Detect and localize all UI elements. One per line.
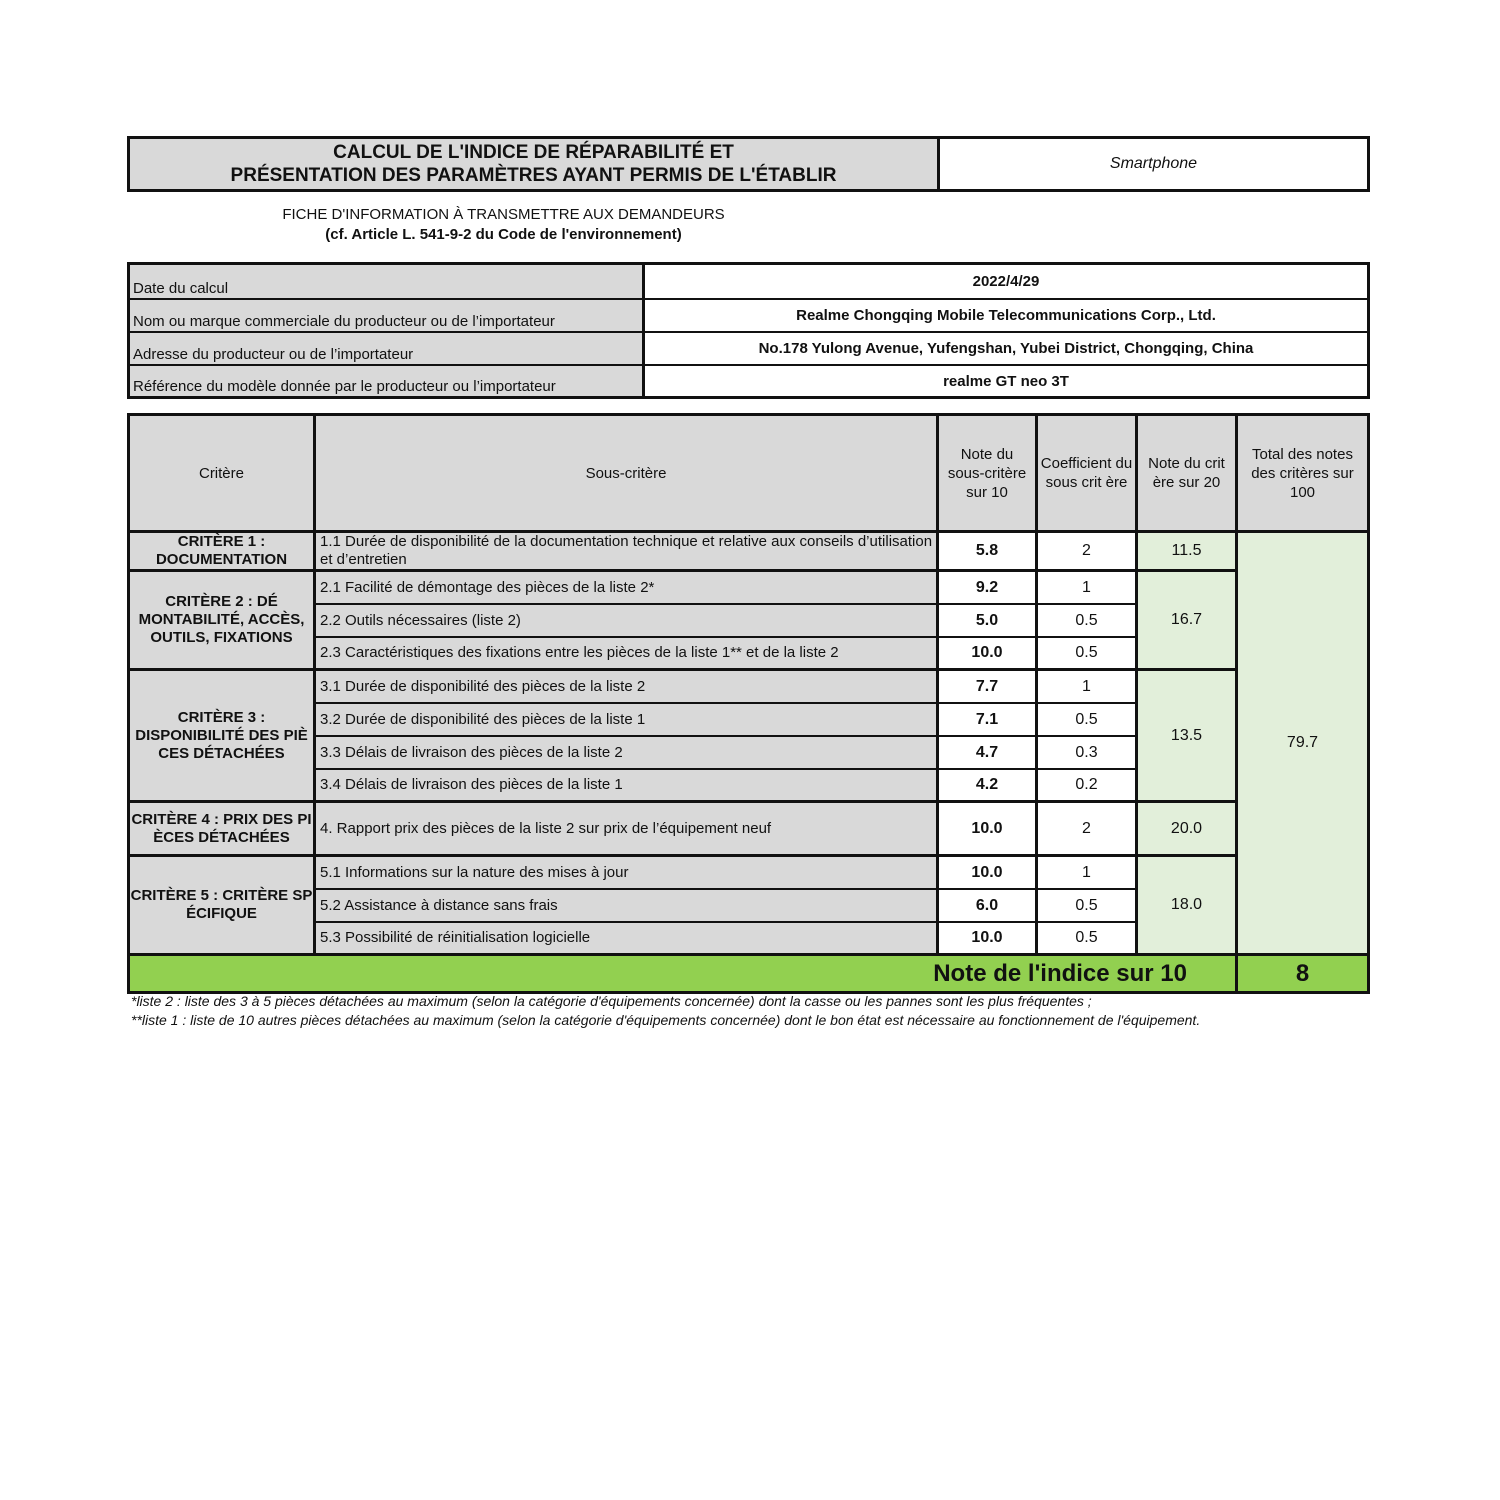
grid-line bbox=[316, 921, 1135, 923]
grid-line bbox=[936, 416, 939, 956]
score-2-1: 9.2 bbox=[975, 578, 999, 596]
grid-line bbox=[130, 569, 1235, 572]
coef-1-1: 2 bbox=[1082, 542, 1091, 559]
column-header-note-critere: Note du crit ère sur 20 bbox=[1138, 416, 1235, 530]
grid-line bbox=[316, 735, 1135, 737]
coef-5-1: 1 bbox=[1082, 863, 1091, 881]
grid-line bbox=[130, 530, 1367, 533]
coef-3-2: 0.5 bbox=[1075, 710, 1098, 728]
info-value: 2022/4/29 bbox=[972, 273, 1040, 290]
sub-criterion-2-2: 2.2 Outils nécessaires (liste 2) bbox=[316, 605, 936, 636]
score-5-2: 6.0 bbox=[975, 896, 999, 914]
product-type: Smartphone bbox=[1109, 155, 1198, 172]
criterion-4-name: CRITÈRE 4 : PRIX DES PI ÈCES DÉTACHÉES bbox=[130, 803, 313, 854]
coef-3-1: 1 bbox=[1082, 677, 1091, 695]
sub-criterion-1-1: 1.1 Durée de disponibilité de la documentation technique et relative aux conseils d’utilisation et d’entretien bbox=[316, 533, 936, 569]
criterion-1-note: 11.5 bbox=[1138, 533, 1235, 569]
grid-line bbox=[130, 953, 1367, 956]
column-header-total: Total des notes des critères sur 100 bbox=[1238, 416, 1367, 530]
score-5-3: 10.0 bbox=[971, 929, 1003, 946]
info-label: Nom ou marque commerciale du producteur ou de l’importateur bbox=[130, 300, 645, 331]
criterion-3-name: CRITÈRE 3 : DISPONIBILITÉ DES PIÈ CES DÉTACHÉES bbox=[130, 671, 313, 800]
title-line-2: PRÉSENTATION DES PARAMÈTRES AYANT PERMIS DE L'ÉTABLIR bbox=[230, 165, 837, 186]
grid-line bbox=[313, 416, 316, 956]
criterion-3-note: 13.5 bbox=[1138, 671, 1235, 800]
info-value: No.178 Yulong Avenue, Yufengshan, Yubei District, Chongqing, China bbox=[758, 340, 1254, 357]
footnote-liste-1: **liste 1 : liste de 10 autres pièces détachées au maximum (selon la catégorie d'équipements concernée) dont le bon état est nécessaire au fonctionnement de l'équipement. bbox=[131, 1012, 1201, 1028]
sub-criterion-5-2: 5.2 Assistance à distance sans frais bbox=[316, 890, 936, 921]
criterion-4-note: 20.0 bbox=[1138, 803, 1235, 854]
sub-criterion-5-3: 5.3 Possibilité de réinitialisation logicielle bbox=[316, 923, 936, 953]
criterion-1-name: CRITÈRE 1 : DOCUMENTATION bbox=[130, 533, 313, 569]
grid-line bbox=[316, 636, 1135, 638]
sub-criterion-3-1: 3.1 Durée de disponibilité des pièces de la liste 2 bbox=[316, 671, 936, 702]
coef-3-3: 0.3 bbox=[1075, 743, 1098, 761]
coef-2-1: 1 bbox=[1082, 578, 1091, 596]
grid-line bbox=[316, 888, 1135, 890]
sub-criterion-2-3: 2.3 Caractéristiques des fixations entre les pièces de la liste 1** et de la liste 2 bbox=[316, 638, 936, 668]
score-1-1: 5.8 bbox=[975, 542, 999, 559]
sub-criterion-3-2: 3.2 Durée de disponibilité des pièces de la liste 1 bbox=[316, 704, 936, 735]
info-label: Référence du modèle donnée par le producteur ou l’importateur bbox=[130, 366, 645, 396]
score-2-2: 5.0 bbox=[975, 611, 999, 629]
score-3-4: 4.2 bbox=[975, 776, 999, 793]
info-row bbox=[130, 333, 1367, 366]
footnote-liste-2: *liste 2 : liste des 3 à 5 pièces détachées au maximum (selon la catégorie d'équipements concernée) dont la casse ou les pannes sont les plus fréquentes ; bbox=[131, 993, 1092, 1009]
info-value: Realme Chongqing Mobile Telecommunications Corp., Ltd. bbox=[796, 307, 1216, 324]
score-grid bbox=[127, 413, 1370, 994]
sub-criterion-2-1: 2.1 Facilité de démontage des pièces de la liste 2* bbox=[316, 572, 936, 603]
info-label: Adresse du producteur ou de l’importateur bbox=[130, 333, 645, 364]
criterion-2-note: 16.7 bbox=[1138, 572, 1235, 668]
document-title bbox=[130, 139, 940, 189]
coef-5-2: 0.5 bbox=[1075, 896, 1098, 914]
grid-line bbox=[130, 800, 1235, 803]
sub-criterion-3-3: 3.3 Délais de livraison des pièces de la liste 2 bbox=[316, 737, 936, 768]
criterion-5-note: 18.0 bbox=[1138, 857, 1235, 953]
score-2-3: 10.0 bbox=[971, 644, 1003, 661]
sub-criterion-4: 4. Rapport prix des pièces de la liste 2 sur prix de l’équipement neuf bbox=[316, 803, 936, 854]
final-index-value: 8 bbox=[1238, 956, 1367, 991]
grid-line bbox=[1235, 416, 1238, 991]
fiche-reference: (cf. Article L. 541-9-2 du Code de l'environnement) bbox=[325, 226, 682, 243]
score-5-1: 10.0 bbox=[971, 863, 1003, 881]
sub-criterion-5-1: 5.1 Informations sur la nature des mises à jour bbox=[316, 857, 936, 888]
column-header-sous-critere: Sous-critère bbox=[316, 416, 936, 530]
grid-line bbox=[1035, 416, 1038, 956]
score-3-3: 4.7 bbox=[975, 743, 999, 761]
document-header bbox=[127, 136, 1370, 192]
column-header-coefficient: Coefficient du sous crit ère bbox=[1038, 416, 1135, 530]
coef-5-3: 0.5 bbox=[1075, 929, 1098, 946]
final-index-label: Note de l'indice sur 10 bbox=[130, 956, 1235, 991]
info-value: realme GT neo 3T bbox=[943, 372, 1069, 390]
grid-line bbox=[1135, 416, 1138, 956]
info-table bbox=[127, 262, 1370, 399]
info-row bbox=[130, 265, 1367, 300]
title-line-1: CALCUL DE L'INDICE DE RÉPARABILITÉ ET bbox=[333, 142, 734, 163]
criterion-2-name: CRITÈRE 2 : DÉ MONTABILITÉ, ACCÈS, OUTILS, FIXATIONS bbox=[130, 572, 313, 668]
grid-line bbox=[316, 768, 1135, 770]
info-row bbox=[130, 366, 1367, 396]
fiche-title: FICHE D'INFORMATION À TRANSMETTRE AUX DEMANDEURS bbox=[282, 206, 725, 223]
coef-2-3: 0.5 bbox=[1075, 644, 1098, 661]
coef-4: 2 bbox=[1082, 819, 1091, 837]
grid-line bbox=[316, 702, 1135, 704]
grid-line bbox=[130, 668, 1235, 671]
grid-line bbox=[316, 603, 1135, 605]
criterion-5-name: CRITÈRE 5 : CRITÈRE SP ÉCIFIQUE bbox=[130, 857, 313, 953]
sub-criterion-3-4: 3.4 Délais de livraison des pièces de la liste 1 bbox=[316, 770, 936, 800]
score-4: 10.0 bbox=[971, 819, 1003, 837]
score-3-1: 7.7 bbox=[975, 677, 999, 695]
info-row bbox=[130, 300, 1367, 333]
column-header-note-sous-critere: Note du sous-critère sur 10 bbox=[939, 416, 1035, 530]
coef-3-4: 0.2 bbox=[1075, 776, 1098, 793]
grid-line bbox=[130, 854, 1235, 857]
score-3-2: 7.1 bbox=[975, 710, 999, 728]
column-header-critere: Critère bbox=[130, 416, 313, 530]
info-label: Date du calcul bbox=[130, 265, 645, 298]
coef-2-2: 0.5 bbox=[1075, 611, 1098, 629]
total-score: 79.7 bbox=[1238, 533, 1367, 953]
